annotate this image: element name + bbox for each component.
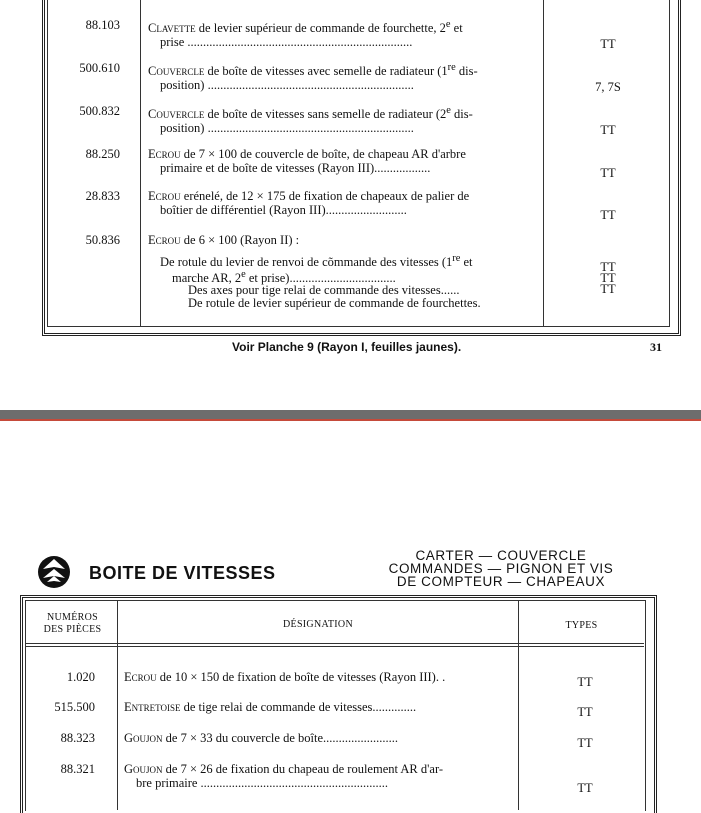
part-number: 28.833 (85, 189, 120, 203)
header-designation: DÉSIGNATION (283, 619, 353, 630)
part-number: 88.323 (60, 731, 95, 745)
part-type: TT (600, 282, 616, 296)
subtitle-line: COMMANDES — PIGNON ET VIS (388, 561, 614, 576)
part-designation: Clavette de levier supérieur de commande de fourchette, 2e et prise ........................................................................ (148, 19, 463, 50)
part-designation: Goujon de 7 × 26 de fixation du chapeau de roulement AR d'ar- bre primaire ............................................................ (124, 762, 444, 790)
part-type: TT (600, 260, 616, 274)
part-designation: Couvercle de boîte de vitesses avec semelle de radiateur (1re dis- position) .................................................................. (148, 62, 478, 93)
header-numbers (30, 612, 115, 636)
page-separator (0, 410, 701, 419)
sub-item-list (160, 253, 542, 309)
page-number: 31 (650, 340, 662, 354)
sub-item: De rotule du levier de renvoi de cõmmande des vitesses (1re et (160, 253, 473, 270)
part-number: 500.832 (79, 104, 120, 118)
part-designation: Goujon de 7 × 33 du couvercle de boîte........................ (124, 731, 398, 745)
subtitle-line: DE COMPTEUR — CHAPEAUX (396, 574, 606, 589)
subtitle-line: CARTER — COUVERCLE (415, 548, 587, 563)
column-divider (140, 0, 141, 326)
sub-item: De rotule de levier supérieur de commande de fourchettes. (188, 295, 481, 310)
part-number: 515.500 (54, 700, 95, 714)
part-type: TT (600, 123, 616, 137)
sub-item: marche AR, 2e et prise).................................. (172, 268, 396, 285)
header-numbers-line: NUMÉROS (47, 612, 98, 623)
header-numbers-line: DES PIÈCES (43, 624, 102, 635)
part-type: TT (600, 37, 616, 51)
part-number: 1.020 (66, 670, 95, 684)
header-rule (26, 646, 644, 647)
part-number: 88.321 (60, 762, 95, 776)
part-type: TT (577, 675, 593, 689)
part-number: 88.103 (85, 18, 120, 32)
part-designation: Couvercle de boîte de vitesses sans semelle de radiateur (2e dis- position) .................................................................. (148, 105, 473, 136)
part-type: TT (600, 208, 616, 222)
part-designation: Entretoise de tige relai de commande de vitesses.............. (124, 700, 417, 714)
section-subtitle (360, 549, 642, 588)
part-type: TT (577, 705, 593, 719)
part-number: 50.836 (85, 233, 120, 247)
part-number: 500.610 (79, 61, 120, 75)
page-footer: Voir Planche 9 (Rayon I, feuilles jaunes). (232, 340, 462, 354)
section-title: BOITE DE VITESSES (89, 563, 276, 583)
part-designation: Ecrou de 6 × 100 (Rayon II) : (148, 233, 300, 247)
citroen-logo-icon (38, 556, 70, 588)
column-divider (518, 600, 519, 810)
part-type: TT (577, 781, 593, 795)
column-divider (543, 0, 544, 326)
sub-item: Des axes pour tige relai de commande des vitesses...... (188, 283, 460, 298)
part-number: 88.250 (85, 147, 120, 161)
part-designation: Ecrou de 10 × 150 de fixation de boîte de vitesses (Rayon III). . (124, 670, 446, 684)
part-type: TT (600, 166, 616, 180)
header-rule (26, 643, 644, 644)
part-designation: Ecrou de 7 × 100 de couvercle de boîte, de chapeau AR d'arbre primaire et de boîte de vitesses (Rayon III).................. (148, 147, 466, 175)
part-type: TT (577, 736, 593, 750)
part-type: 7, 7S (595, 80, 621, 94)
page-separator-accent (0, 419, 701, 421)
column-divider (117, 600, 118, 810)
part-designation: Ecrou erénelé, de 12 × 175 de fixation de chapeaux de palier de boîtier de différentiel (Rayon III).......................... (148, 189, 470, 217)
part-type: TT (600, 271, 616, 285)
header-types: TYPES (565, 620, 598, 631)
